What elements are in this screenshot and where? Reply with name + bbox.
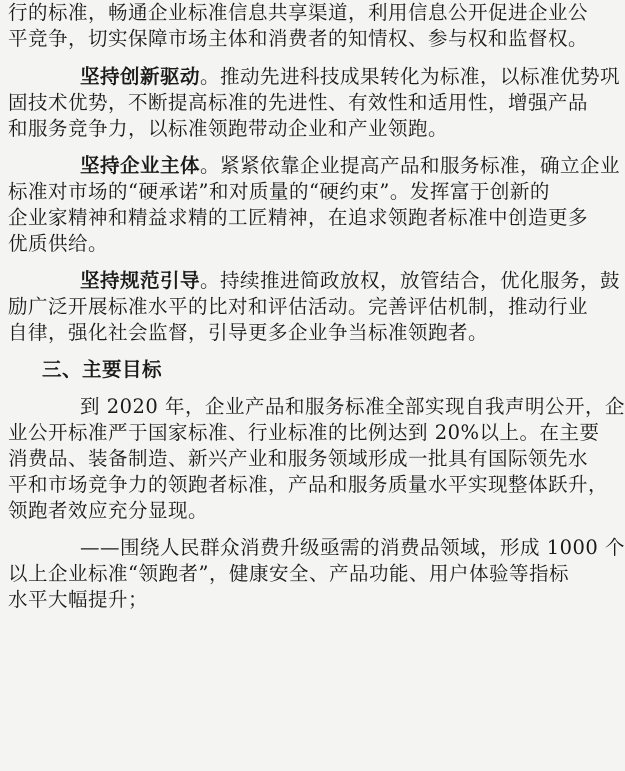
paragraph-goal-consumer-goods bbox=[8, 535, 625, 613]
paragraph-fair-competition bbox=[8, 0, 589, 52]
text-line: 自律，强化社会监督，引导更多企业争当标准领跑者。 bbox=[8, 321, 489, 344]
section-heading: 三、主要目标 bbox=[42, 358, 163, 381]
text-line: 平竞争，切实保障市场主体和消费者的知情权、参与权和监督权。 bbox=[8, 27, 589, 50]
paragraph-enterprise bbox=[8, 153, 621, 257]
paragraph-innovation bbox=[8, 64, 621, 142]
text-line: 水平大幅提升； bbox=[8, 588, 149, 611]
text-run: 。持续推进简政放权，放管结合，优化服务，鼓 bbox=[200, 269, 621, 292]
paragraph-lead: 坚持创新驱动 bbox=[80, 65, 201, 88]
text-line: 消费品、装备制造、新兴产业和服务领域形成一批具有国际领先水 bbox=[8, 447, 589, 470]
text-line: 平和市场竞争力的领跑者标准，产品和服务质量水平实现整体跃升， bbox=[8, 473, 609, 496]
paragraph-goal-2020 bbox=[8, 394, 625, 524]
text-line: 业公开标准严于国家标准、行业标准的比例达到 20%以上。在主要 bbox=[8, 421, 600, 444]
text-line: 行的标准，畅通企业标准信息共享渠道，利用信息公开促进企业公 bbox=[8, 1, 589, 24]
text-line bbox=[42, 153, 621, 179]
text-line: 优质供给。 bbox=[8, 232, 109, 255]
text-line bbox=[42, 64, 621, 90]
paragraph-lead: 坚持规范引导 bbox=[80, 269, 201, 292]
text-line: 到 2020 年，企业产品和服务标准全部实现自我声明公开，企 bbox=[80, 395, 625, 418]
text-line: ——围绕人民群众消费升级亟需的消费品领域，形成 1000 个 bbox=[80, 536, 625, 559]
text-line: 领跑者效应充分显现。 bbox=[8, 499, 209, 522]
text-line: 励广泛开展标准水平的比对和评估活动。完善评估机制，推动行业 bbox=[8, 295, 589, 318]
text-line bbox=[42, 268, 621, 294]
text-line: 和服务竞争力，以标准领跑带动企业和产业领跑。 bbox=[8, 117, 449, 140]
paragraph-lead: 坚持企业主体 bbox=[80, 154, 201, 177]
paragraph-guidance bbox=[8, 268, 621, 346]
text-line: 企业家精神和精益求精的工匠精神，在追求领跑者标准中创造更多 bbox=[8, 206, 589, 229]
text-line: 以上企业标准“领跑者”，健康安全、产品功能、用户体验等指标 bbox=[8, 562, 569, 585]
text-line: 固技术优势，不断提高标准的先进性、有效性和适用性，增强产品 bbox=[8, 91, 589, 114]
text-line: 标准对市场的“硬承诺”和对质量的“硬约束”。发挥富于创新的 bbox=[8, 180, 550, 203]
text-run: 。紧紧依靠企业提高产品和服务标准，确立企业 bbox=[200, 154, 621, 177]
text-run: 。推动先进科技成果转化为标准，以标准优势巩 bbox=[200, 65, 621, 88]
